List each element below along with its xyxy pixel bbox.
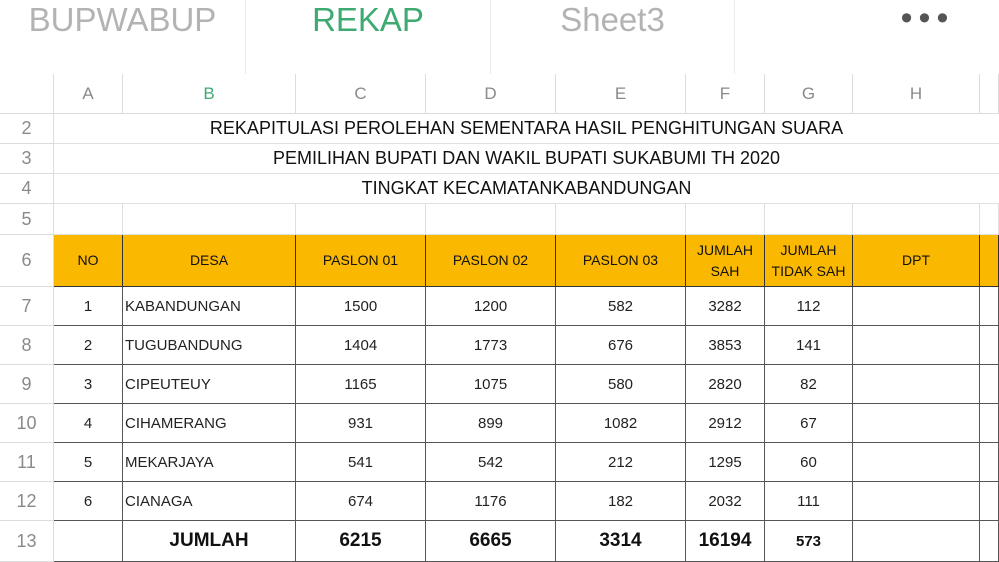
table-cell[interactable] (853, 443, 980, 482)
table-cell-partial (980, 521, 999, 562)
column-header-e[interactable]: E (556, 74, 686, 114)
table-cell[interactable]: 6 (54, 482, 123, 521)
title-line-3: TINGKAT KECAMATANKABANDUNGAN (54, 174, 999, 204)
total-cell[interactable]: 6215 (296, 521, 426, 562)
row-header-13[interactable]: 13 (0, 521, 54, 562)
table-cell[interactable]: 4 (54, 404, 123, 443)
table-cell[interactable] (853, 482, 980, 521)
row-header-10[interactable]: 10 (0, 404, 54, 443)
column-header-partial (980, 74, 999, 114)
column-header-c[interactable]: C (296, 74, 426, 114)
empty-cell[interactable] (123, 204, 296, 235)
total-cell[interactable] (853, 521, 980, 562)
table-header-paslon-03[interactable]: PASLON 03 (556, 235, 686, 287)
table-cell[interactable]: 67 (765, 404, 853, 443)
table-cell[interactable]: 1295 (686, 443, 765, 482)
table-cell[interactable] (853, 287, 980, 326)
total-cell[interactable]: 573 (765, 521, 853, 562)
empty-cell[interactable] (54, 204, 123, 235)
table-cell[interactable]: 1082 (556, 404, 686, 443)
table-cell-partial (980, 404, 999, 443)
total-label-cell[interactable]: JUMLAH (123, 521, 296, 562)
row-header-12[interactable]: 12 (0, 482, 54, 521)
select-all-corner[interactable] (0, 74, 54, 114)
table-cell-partial (980, 482, 999, 521)
desa-cell[interactable]: TUGUBANDUNG (123, 326, 296, 365)
row-header-9[interactable]: 9 (0, 365, 54, 404)
table-cell[interactable]: 1075 (426, 365, 556, 404)
table-cell[interactable]: 2820 (686, 365, 765, 404)
empty-cell[interactable] (765, 204, 853, 235)
desa-cell[interactable]: KABANDUNGAN (123, 287, 296, 326)
row-header-7[interactable]: 7 (0, 287, 54, 326)
empty-cell[interactable] (980, 204, 999, 235)
table-cell[interactable]: 182 (556, 482, 686, 521)
total-cell[interactable]: 16194 (686, 521, 765, 562)
table-cell[interactable]: 676 (556, 326, 686, 365)
table-cell[interactable]: 60 (765, 443, 853, 482)
empty-cell[interactable] (556, 204, 686, 235)
table-cell-partial (980, 326, 999, 365)
tab-label: REKAP (312, 1, 424, 38)
desa-cell[interactable]: MEKARJAYA (123, 443, 296, 482)
table-header-paslon-01[interactable]: PASLON 01 (296, 235, 426, 287)
table-cell[interactable]: 931 (296, 404, 426, 443)
row-header-6[interactable]: 6 (0, 235, 54, 287)
table-cell[interactable]: 1 (54, 287, 123, 326)
table-cell[interactable]: 2 (54, 326, 123, 365)
tab-label: Sheet3 (560, 1, 665, 38)
row-header-11[interactable]: 11 (0, 443, 54, 482)
table-cell[interactable]: 542 (426, 443, 556, 482)
table-cell-partial (980, 443, 999, 482)
tab-sheet3[interactable] (491, 0, 735, 74)
total-cell[interactable]: 6665 (426, 521, 556, 562)
total-cell[interactable] (54, 521, 123, 562)
table-cell[interactable]: 3853 (686, 326, 765, 365)
table-cell[interactable]: 112 (765, 287, 853, 326)
empty-cell[interactable] (296, 204, 426, 235)
table-cell[interactable]: 2032 (686, 482, 765, 521)
table-cell[interactable]: 1500 (296, 287, 426, 326)
desa-cell[interactable]: CIANAGA (123, 482, 296, 521)
table-cell[interactable]: 1404 (296, 326, 426, 365)
table-cell[interactable]: 582 (556, 287, 686, 326)
tab-rekap[interactable] (246, 0, 491, 74)
empty-cell[interactable] (686, 204, 765, 235)
column-header-b[interactable]: B (123, 74, 296, 114)
table-cell[interactable]: 541 (296, 443, 426, 482)
table-cell[interactable]: 1165 (296, 365, 426, 404)
more-options-icon[interactable]: ••• (900, 0, 955, 37)
row-header-3[interactable]: 3 (0, 144, 54, 174)
table-header-no[interactable]: NO (54, 235, 123, 287)
column-header-a[interactable]: A (54, 74, 123, 114)
table-cell[interactable]: 580 (556, 365, 686, 404)
table-header-paslon-02[interactable]: PASLON 02 (426, 235, 556, 287)
table-cell[interactable]: 1773 (426, 326, 556, 365)
table-header-jumlah-sah[interactable]: JUMLAH SAH (686, 235, 765, 287)
title-line-2: PEMILIHAN BUPATI DAN WAKIL BUPATI SUKABUMI TH 2020 (54, 144, 999, 174)
table-cell-partial (980, 365, 999, 404)
row-header-4[interactable]: 4 (0, 174, 54, 204)
total-cell[interactable]: 3314 (556, 521, 686, 562)
table-cell[interactable]: 674 (296, 482, 426, 521)
table-cell[interactable] (853, 404, 980, 443)
table-cell[interactable]: 212 (556, 443, 686, 482)
desa-cell[interactable]: CIPEUTEUY (123, 365, 296, 404)
table-header-desa[interactable]: DESA (123, 235, 296, 287)
table-cell[interactable]: 82 (765, 365, 853, 404)
column-header-g[interactable]: G (765, 74, 853, 114)
row-header-5[interactable]: 5 (0, 204, 54, 235)
desa-cell[interactable]: CIHAMERANG (123, 404, 296, 443)
table-cell[interactable]: 1200 (426, 287, 556, 326)
table-cell[interactable] (853, 365, 980, 404)
tab-bupwabup[interactable] (0, 0, 246, 74)
table-cell[interactable]: 111 (765, 482, 853, 521)
column-header-h[interactable]: H (853, 74, 980, 114)
row-header-8[interactable]: 8 (0, 326, 54, 365)
row-header-2[interactable]: 2 (0, 114, 54, 144)
table-cell[interactable]: 1176 (426, 482, 556, 521)
column-header-d[interactable]: D (426, 74, 556, 114)
column-header-f[interactable]: F (686, 74, 765, 114)
table-header-partial (980, 235, 999, 287)
empty-cell[interactable] (426, 204, 556, 235)
table-cell[interactable]: 3282 (686, 287, 765, 326)
table-cell[interactable]: 3 (54, 365, 123, 404)
title-line-1: REKAPITULASI PEROLEHAN SEMENTARA HASIL PENGHITUNGAN SUARA (54, 114, 999, 144)
table-cell[interactable]: 141 (765, 326, 853, 365)
table-cell[interactable]: 899 (426, 404, 556, 443)
table-header-dpt[interactable]: DPT (853, 235, 980, 287)
table-cell[interactable] (853, 326, 980, 365)
table-cell-partial (980, 287, 999, 326)
table-header-jumlah-tidak-sah[interactable]: JUMLAH TIDAK SAH (765, 235, 853, 287)
table-cell[interactable]: 2912 (686, 404, 765, 443)
empty-cell[interactable] (853, 204, 980, 235)
tab-label: BUPWABUP (28, 1, 217, 38)
sheet-tab-bar (0, 0, 999, 75)
table-cell[interactable]: 5 (54, 443, 123, 482)
